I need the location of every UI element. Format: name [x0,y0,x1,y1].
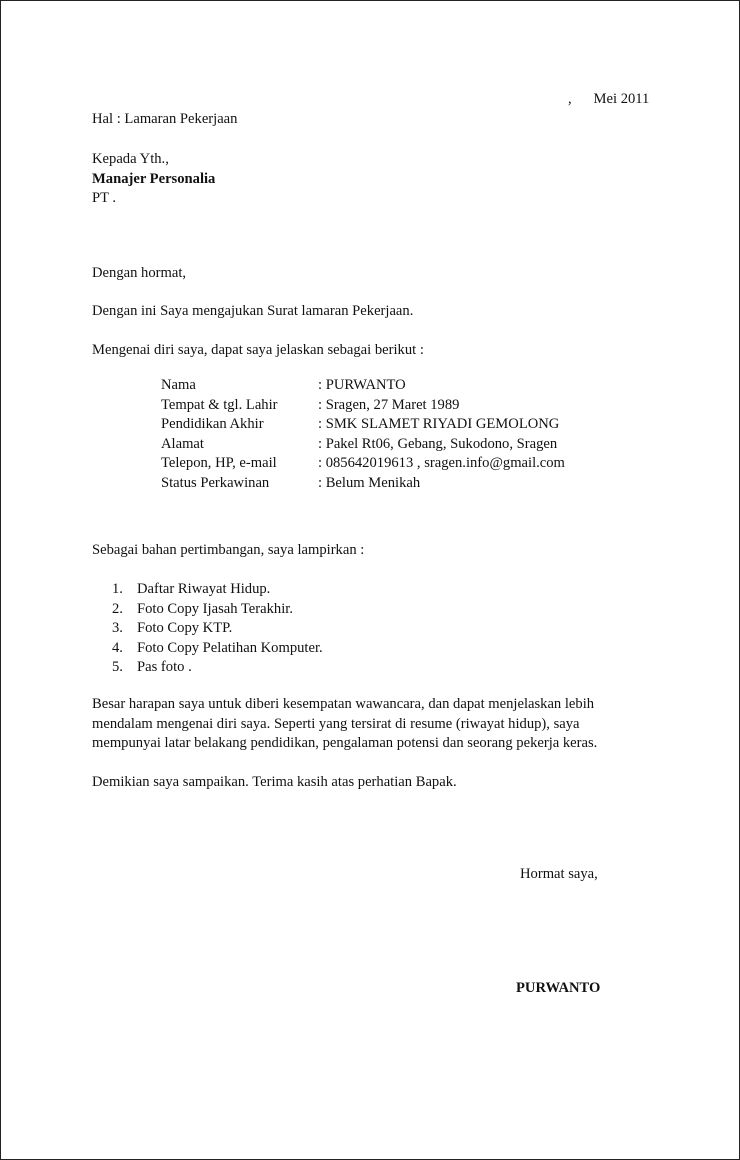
detail-label: Pendidikan Akhir [161,416,264,433]
recipient-title: Manajer Personalia [92,171,216,187]
letter-subject: Hal : Lamaran Pekerjaan [92,111,238,127]
attachments-list [112,580,323,678]
detail-label: Alamat [161,435,204,452]
recipient-greeting: Kepada Yth., [92,151,169,167]
detail-value: : PURWANTO [318,377,406,393]
list-text: Foto Copy Pelatihan Komputer. [137,639,323,656]
intro-line: Dengan ini Saya mengajukan Surat lamaran Pekerjaan. [92,303,414,319]
detail-label: Nama [161,377,196,393]
list-text: Daftar Riwayat Hidup. [137,581,271,597]
detail-value: : 085642019613 , sragen.info@gmail.com [318,455,565,472]
salutation: Dengan hormat, [92,265,187,281]
list-text: Foto Copy KTP. [137,620,233,637]
hope-paragraph-line: Besar harapan saya untuk diberi kesempatan wawancara, dan dapat menjelaskan lebih [92,696,595,712]
list-text: Pas foto . [137,659,192,676]
closing-salutation: Hormat saya, [520,866,598,882]
hope-paragraph-line: mempunyai latar belakang pendidikan, pengalaman potensi dan seorang pekerja keras. [92,735,598,752]
list-number: 5. [112,659,123,676]
list-number: 1. [112,581,123,597]
detail-value: : Pakel Rt06, Gebang, Sukodono, Sragen [318,435,558,452]
hope-paragraph-line: mendalam mengenai diri saya. Seperti yang tersirat di resume (riwayat hidup), saya [92,715,580,732]
personal-details [161,376,565,494]
list-number: 3. [112,620,123,637]
list-number: 2. [112,600,123,617]
closing-line: Demikian saya sampaikan. Terima kasih atas perhatian Bapak. [92,774,457,790]
list-text: Foto Copy Ijasah Terakhir. [137,600,293,617]
list-item [112,580,323,600]
list-item [112,639,323,659]
attachments-intro: Sebagai bahan pertimbangan, saya lampirkan : [92,542,365,558]
signature-name: PURWANTO [516,980,601,996]
detail-label: Status Perkawinan [161,474,270,491]
detail-row-marital-status [161,474,565,494]
detail-row-education [161,415,565,435]
list-number: 4. [112,639,123,656]
list-item [112,619,323,639]
detail-value: : SMK SLAMET RIYADI GEMOLONG [318,416,560,433]
hope-paragraph [92,695,652,754]
detail-row-name [161,376,565,396]
self-intro-line: Mengenai diri saya, dapat saya jelaskan sebagai berikut : [92,342,424,358]
recipient-company: PT . [92,190,117,206]
detail-value: : Belum Menikah [318,474,421,491]
detail-row-contact [161,454,565,474]
detail-row-birth [161,396,565,416]
detail-label: Tempat & tgl. Lahir [161,396,278,413]
detail-label: Telepon, HP, e-mail [161,455,277,472]
detail-row-address [161,435,565,455]
detail-value: : Sragen, 27 Maret 1989 [318,396,460,413]
letter-date: , Mei 2011 [568,91,650,107]
list-item [112,600,323,620]
list-item [112,658,323,678]
